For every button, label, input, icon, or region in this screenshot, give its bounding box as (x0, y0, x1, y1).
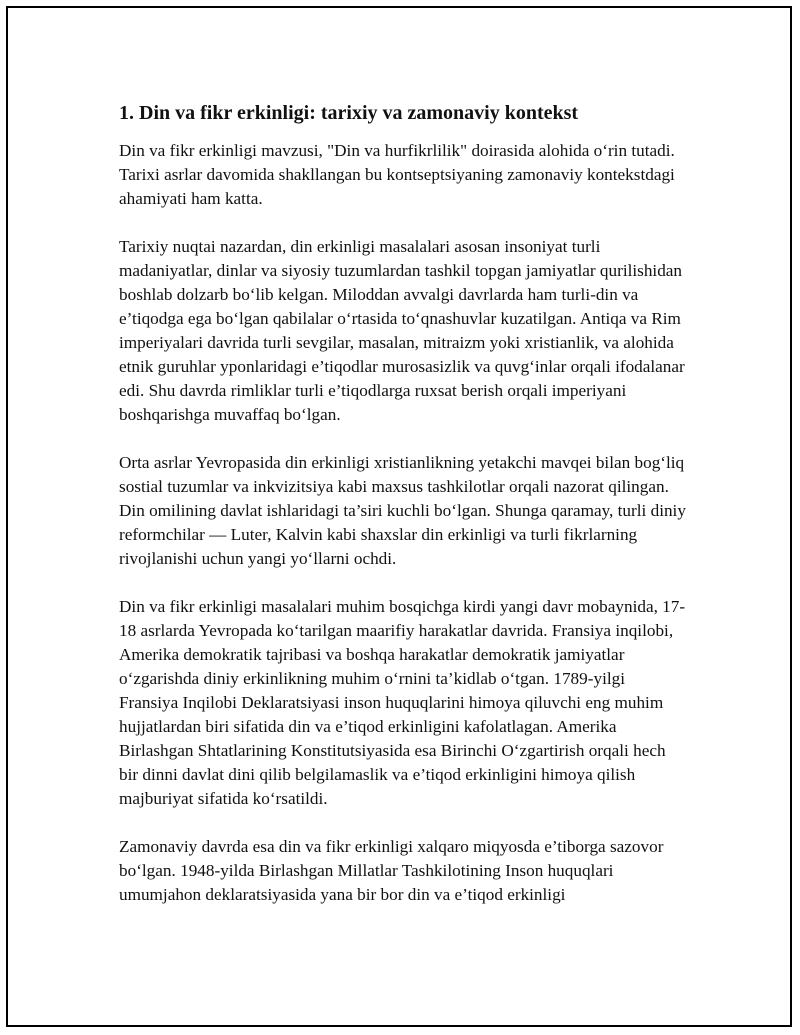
paragraph-intro: Din va fikr erkinligi mavzusi, "Din va hurfikrlilik" doirasida alohida o‘rin tutadi. Tarixi asrlar davomida shakllangan bu kontseptsiyaning zamonaviy kontekstdagi ahamiyati ham katta. (119, 141, 675, 208)
paragraph-modern: Zamonaviy davrda esa din va fikr erkinligi xalqaro miqyosda e’tiborga sazovor bo‘lgan. 1948-yilda Birlashgan Millatlar Tashkilotining Inson huquqlari umumjahon deklaratsiyasida yana bir bor din va e’tiqod erkinligi (119, 837, 664, 904)
paragraph-history: Tarixiy nuqtai nazardan, din erkinligi masalalari asosan insoniyat turli madaniyatlar, dinlar va siyosiy tuzumlardan tashkil topgan jamiyatlar qurilishidan boshlab dolzarb bo‘lib kelgan. Miloddan avvalgi davrlarda ham turli-din va e’tiqodga ega bo‘lgan qabilalar o‘rtasida to‘qnashuvlar kuzatilgan. Antiqa va Rim imperiyalari davrida turli sevgilar, masalan, mitraizm yoki xristianlik, va alohida etnik guruhlar yponlaridagi e’tiqodlar murosasizlik va quvg‘inlar orqali ifodalanar edi. Shu davrda rimliklar turli e’tiqodlarga ruxsat berish orqali imperiyani boshqarishga muvaffaq bo‘lgan. (119, 237, 685, 424)
section-heading: 1. Din va fikr erkinligi: tarixiy va zamonaviy kontekst (119, 102, 579, 124)
paragraph-middle-ages: Orta asrlar Yevropasida din erkinligi xristianlikning yetakchi mavqei bilan bog‘liq sostial tuzumlar va inkvizitsiya kabi maxsus tashkilotlar orqali nazorat qilingan. Din omilining davlat ishlaridagi ta’siri kuchli bo‘lgan. Shunga qaramay, turli diniy reformchilar — Luter, Kalvin kabi shaxslar din erkinligi va turli fikrlarning rivojlanishi uchun yangi yo‘llarni ochdi. (119, 453, 686, 568)
document-page (6, 6, 792, 1027)
document-body (119, 100, 687, 931)
paragraph-enlightenment: Din va fikr erkinligi masalalari muhim bosqichga kirdi yangi davr mobaynida, 17-18 asrlarda Yevropada ko‘tarilgan maarifiy harakatlar davrida. Fransiya inqilobi, Amerika demokratik tajribasi va boshqa harakatlar demokratik jamiyatlar o‘zgarishda diniy erkinlikning muhim o‘rnini ta’kidlab o‘tgan. 1789-yilgi Fransiya Inqilobi Deklaratsiyasi inson huquqlarini himoya qiluvchi eng muhim hujjatlardan biri sifatida din va e’tiqod erkinligini kafolatlagan. Amerika Birlashgan Shtatlarining Konstitutsiyasida esa Birinchi O‘zgartirish orqali hech bir dinni davlat dini qilib belgilamaslik va e’tiqod erkinligini himoya qilish majburiyat sifatida ko‘rsatildi. (119, 597, 686, 808)
